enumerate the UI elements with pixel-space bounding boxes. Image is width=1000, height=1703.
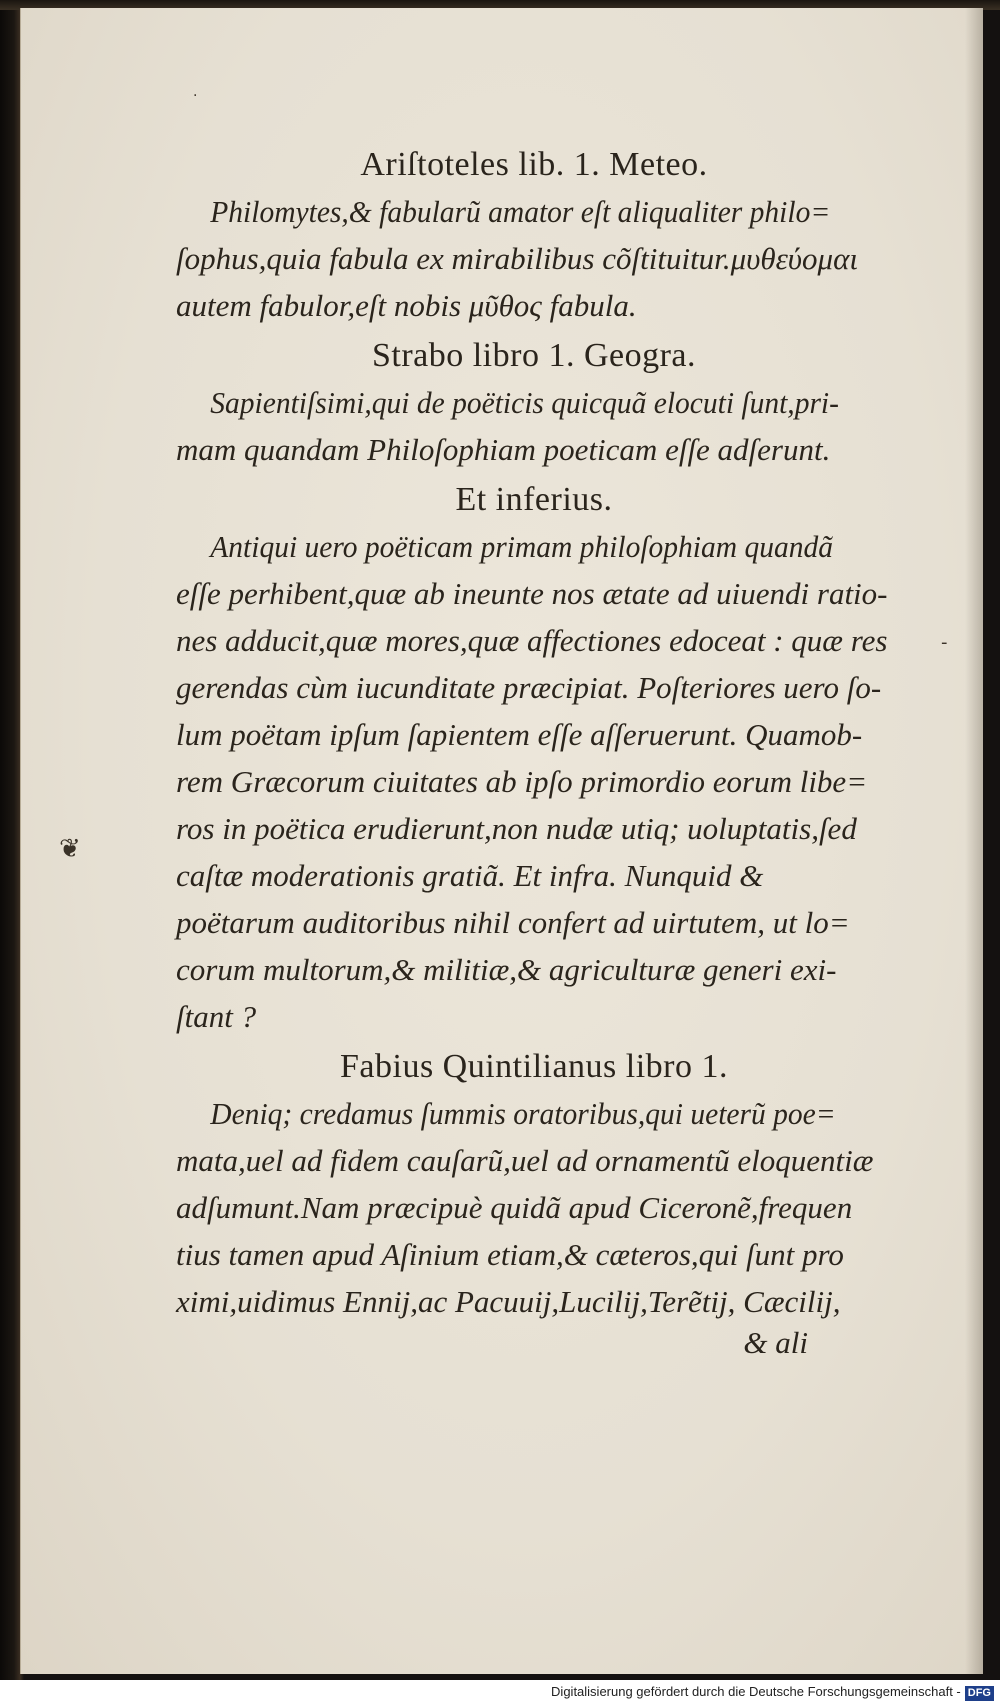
digitization-footer <box>0 1680 1000 1703</box>
text-line: autem fabulor,eſt nobis μῦθος fabula. <box>176 288 637 323</box>
paragraph-quintilianus <box>176 1090 928 1325</box>
text-line: nes adducit,quæ mores,quæ affectiones edoceat : quæ res <box>176 623 888 658</box>
text-line: mam quandam Philoſophiam poeticam eſſe adſerunt. <box>176 432 831 467</box>
text-line: gerendas cùm iucunditate præcipiat. Poſteriores uero ſo- <box>176 670 882 705</box>
text-line: mata,uel ad fidem cauſarũ,uel ad ornamentũ eloquentiæ <box>176 1143 874 1178</box>
text-line: ximi,uidimus Ennij,ac Pacuuij,Lucilij,Terẽtij, Cæcilij, <box>176 1284 841 1319</box>
heading-et-inferius: Et inferius. <box>455 481 613 518</box>
text-line: Antiqui uero poëticam primam philoſophiam quandã <box>210 529 833 564</box>
text-line: Philomytes,& fabularũ amator eſt aliqualiter philo= <box>210 194 831 229</box>
text-line: poëtarum auditoribus nihil confert ad uirtutem, ut lo= <box>176 905 850 940</box>
heading-aristoteles: Ariſtoteles lib. 1. Meteo. <box>360 146 708 183</box>
paragraph-antiqui <box>176 523 928 1040</box>
catchword: & ali <box>743 1325 808 1360</box>
text-line: lum poëtam ipſum ſapientem eſſe aſſeruerunt. Quamob- <box>176 717 863 752</box>
margin-mark: - <box>941 632 948 653</box>
page-gutter-shadow <box>965 8 983 1674</box>
text-line: corum multorum,& militiæ,& agriculturæ generi exi- <box>176 952 837 987</box>
speck-mark: · <box>193 88 198 104</box>
text-line: adſumunt.Nam præcipuè quidã apud Ciceronẽ,frequen <box>176 1190 853 1225</box>
footer-text: Digitalisierung gefördert durch die Deutsche Forschungsgemeinschaft - <box>551 1684 961 1699</box>
paragraph-strabo <box>176 379 928 473</box>
text-line: eſſe perhibent,quæ ab ineunte nos ætate ad uiuendi ratio- <box>176 576 888 611</box>
heading-strabo: Strabo libro 1. Geogra. <box>371 337 697 374</box>
heading-quintilianus: Fabius Quintilianus libro 1. <box>340 1048 728 1085</box>
dfg-logo: DFG <box>965 1686 994 1701</box>
text-line: caſtæ moderationis gratiã. Et infra. Nunquid & <box>176 858 764 893</box>
text-line: ſophus,quia fabula ex mirabilibus cõſtituitur.μυθεύομαι <box>176 241 858 276</box>
paragraph-aristoteles <box>176 188 928 329</box>
page-text <box>176 134 928 1361</box>
text-line: rem Græcorum ciuitates ab ipſo primordio eorum libe= <box>176 764 868 799</box>
text-line: tius tamen apud Aſinium etiam,& cæteros,qui ſunt pro <box>176 1237 844 1272</box>
text-line: ſtant ? <box>176 999 257 1034</box>
text-line: Deniq; credamus ſummis oratoribus,qui ueterũ poe= <box>210 1096 836 1131</box>
ink-blot-icon: ❦ <box>59 834 81 864</box>
text-line: ros in poëtica erudierunt,non nudæ utiq; uoluptatis,ſed <box>176 811 857 846</box>
text-line: Sapientiſsimi,qui de poëticis quicquã elocuti ſunt,pri- <box>210 385 839 420</box>
